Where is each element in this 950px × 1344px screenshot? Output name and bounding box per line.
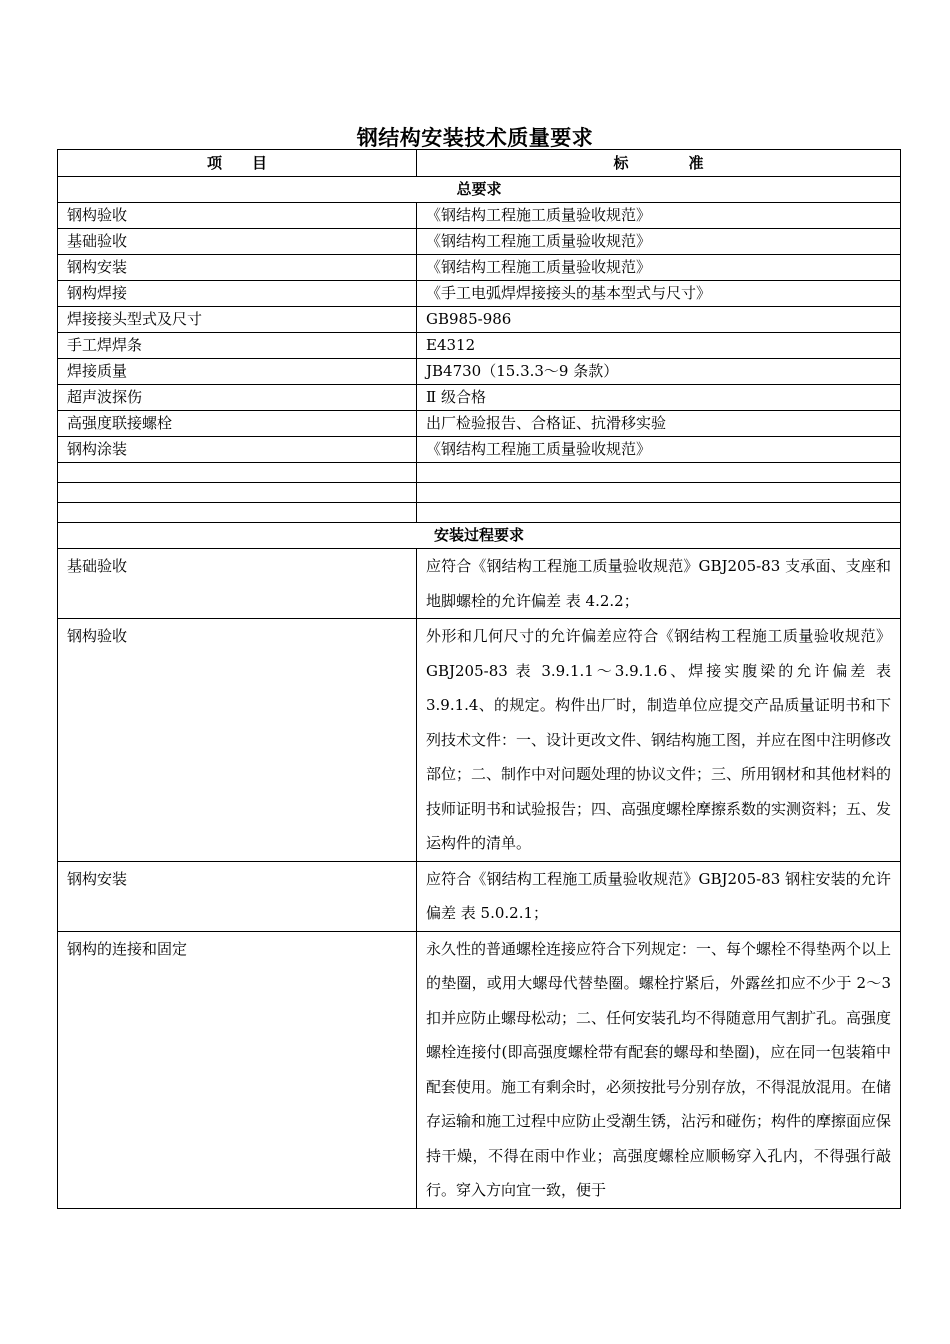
empty-cell — [58, 483, 417, 503]
table-row — [58, 861, 901, 931]
item-cell: 手工焊焊条 — [58, 333, 417, 359]
item-cell: 高强度联接螺栓 — [58, 411, 417, 437]
section-label-general: 总要求 — [58, 177, 901, 203]
item-cell: 钢构安装 — [58, 255, 417, 281]
empty-cell — [58, 503, 417, 523]
requirements-table — [57, 149, 901, 1209]
standard-cell: JB4730（15.3.3～9 条款） — [417, 359, 901, 385]
item-cell: 钢构验收 — [58, 619, 417, 862]
empty-row — [58, 463, 901, 483]
section-row-process — [58, 523, 901, 549]
empty-cell — [417, 503, 901, 523]
header-item — [58, 150, 417, 177]
standard-cell: Ⅱ 级合格 — [417, 385, 901, 411]
table-row — [58, 619, 901, 862]
table-row — [58, 255, 901, 281]
standard-cell: 《钢结构工程施工质量验收规范》 — [417, 203, 901, 229]
section-label-process: 安装过程要求 — [58, 523, 901, 549]
standard-cell: 《手工电弧焊焊接接头的基本型式与尺寸》 — [417, 281, 901, 307]
item-cell: 焊接质量 — [58, 359, 417, 385]
item-cell: 焊接接头型式及尺寸 — [58, 307, 417, 333]
item-cell: 钢构安装 — [58, 861, 417, 931]
item-cell: 钢构涂装 — [58, 437, 417, 463]
table-row — [58, 359, 901, 385]
standard-cell: GB985-986 — [417, 307, 901, 333]
empty-cell — [417, 463, 901, 483]
standard-cell: 外形和几何尺寸的允许偏差应符合《钢结构工程施工质量验收规范》GBJ205-83 表 3.9.1.1～3.9.1.6、焊接实腹梁的允许偏差 表 3.9.1.4、的规定。构件出厂时，制造单位应提交产品质量证明书和下列技术文件：一、设计更改文件、钢结构施工图，并应在图中注明修改部位；二、制作中对问题处理的协议文件；三、所用钢材和其他材料的技师证明书和试验报告；四、高强度螺栓摩擦系数的实测资料；五、发运构件的清单。 — [417, 619, 901, 862]
empty-cell — [58, 463, 417, 483]
table-row — [58, 307, 901, 333]
item-cell: 基础验收 — [58, 549, 417, 619]
header-standard-label: 标 准 — [613, 154, 704, 172]
standard-cell: 《钢结构工程施工质量验收规范》 — [417, 255, 901, 281]
standard-cell: 永久性的普通螺栓连接应符合下列规定：一、每个螺栓不得垫两个以上的垫圈，或用大螺母代替垫圈。螺栓拧紧后，外露丝扣应不少于 2～3 扣并应防止螺母松动；二、任何安装孔均不得随意用气割扩孔。高强度螺栓连接付(即高强度螺栓带有配套的螺母和垫圈)，应在同一包装箱中配套使用。施工有剩余时，必须按批号分别存放，不得混放混用。在储存运输和施工过程中应防止受潮生锈，沾污和碰伤；构件的摩擦面应保持干燥，不得在雨中作业；高强度螺栓应顺畅穿入孔内，不得强行敲行。穿入方向宜一致，便于 — [417, 931, 901, 1208]
table-row — [58, 437, 901, 463]
standard-cell: E4312 — [417, 333, 901, 359]
table-row — [58, 333, 901, 359]
table-row — [58, 549, 901, 619]
standard-cell: 应符合《钢结构工程施工质量验收规范》GBJ205-83 钢柱安装的允许偏差 表 5.0.2.1； — [417, 861, 901, 931]
table-row — [58, 411, 901, 437]
standard-cell: 应符合《钢结构工程施工质量验收规范》GBJ205-83 支承面、支座和地脚螺栓的允许偏差 表 4.2.2； — [417, 549, 901, 619]
table-row — [58, 229, 901, 255]
table-row — [58, 385, 901, 411]
standard-cell: 《钢结构工程施工质量验收规范》 — [417, 229, 901, 255]
table-header-row — [58, 150, 901, 177]
item-cell: 超声波探伤 — [58, 385, 417, 411]
document-title: 钢结构安装技术质量要求 — [356, 125, 594, 150]
table-row — [58, 203, 901, 229]
empty-cell — [417, 483, 901, 503]
table-row — [58, 931, 901, 1208]
table-row — [58, 281, 901, 307]
header-item-label: 项 目 — [206, 154, 267, 172]
empty-row — [58, 503, 901, 523]
standard-cell: 出厂检验报告、合格证、抗滑移实验 — [417, 411, 901, 437]
header-standard — [417, 150, 901, 177]
empty-row — [58, 483, 901, 503]
standard-cell: 《钢结构工程施工质量验收规范》 — [417, 437, 901, 463]
section-row-general — [58, 177, 901, 203]
item-cell: 钢构验收 — [58, 203, 417, 229]
item-cell: 钢构焊接 — [58, 281, 417, 307]
item-cell: 基础验收 — [58, 229, 417, 255]
item-cell: 钢构的连接和固定 — [58, 931, 417, 1208]
